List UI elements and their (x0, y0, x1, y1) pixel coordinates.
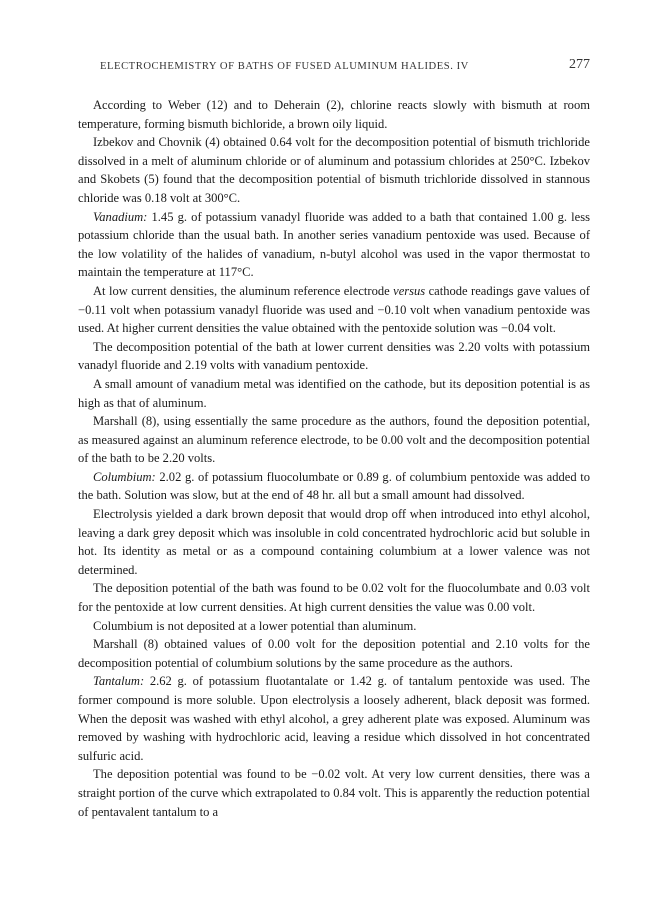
section-lead-tantalum: Tantalum: (93, 674, 145, 689)
paragraph-columbium-electrolysis: Electrolysis yielded a dark brown deposit that would drop off when introduced into ethyl alcohol, leaving a dark grey deposit which was insoluble in cold concentrated hydrochloric acid but soluble in hot. Its identity as metal or as a compound containing columbium at a lower valence was not determined. (78, 507, 590, 577)
paragraph-bismuth-izbekov: Izbekov and Chovnik (4) obtained 0.64 volt for the decomposition potential of bismuth trichloride dissolved in a melt of aluminum chloride or of aluminum and potassium chlorides at 250°C. Izbekov and Skobets (5) found that the decomposition potential of bismuth trichloride dissolved in stannous chloride was 0.18 volt at 300°C. (78, 135, 590, 205)
paragraph-tantalum-deposition: The deposition potential was found to be −0.02 volt. At very low current densities, there was a straight portion of the curve which extrapolated to 0.84 volt. This is apparently the reduction potential of pentavalent tantalum to a (78, 767, 590, 819)
paragraph-columbium: Columbium: 2.02 g. of potassium fluocolumbate or 0.89 g. of columbium pentoxide was added to the bath. Solution was slow, but at the end of 48 hr. all but a small amount had dissolved. (78, 469, 590, 503)
paragraph-vanadium-decomposition: The decomposition potential of the bath at lower current densities was 2.20 volts with potassium vanadyl fluoride and 2.19 volts with vanadium pentoxide. (78, 339, 590, 373)
paragraph-vanadium-current: At low current densities, the aluminum reference electrode versus cathode readings gave values of −0.11 volt when potassium vanadyl fluoride was used and −0.10 volt when vanadium pentoxide was used. At higher current densities the value obtained with the pentoxide solution was −0.04 volt. (78, 283, 590, 336)
body-text (78, 96, 590, 821)
paragraph-tantalum: Tantalum: 2.62 g. of potassium fluotantalate or 1.42 g. of tantalum pentoxide was used. The former compound is more soluble. Upon electrolysis a loosely adherent, black deposit was formed. When the deposit was washed with ethyl alcohol, a grey adherent plate was exposed. Aluminum was removed by washing with hydrochloric acid, leaving a residue which dissolved in hot concentrated sulfuric acid. (78, 674, 590, 763)
section-lead-vanadium: Vanadium: (93, 209, 148, 224)
section-lead-columbium: Columbium: (93, 469, 156, 484)
paragraph-marshall-columbium: Marshall (8) obtained values of 0.00 volt for the deposition potential and 2.10 volts for the decomposition potential of columbium solutions by the same procedure as the authors. (78, 637, 590, 670)
paragraph-bismuth-weber: According to Weber (12) and to Deherain (2), chlorine reacts slowly with bismuth at room temperature, forming bismuth bichloride, a brown oily liquid. (78, 98, 590, 131)
paragraph-marshall-vanadium: Marshall (8), using essentially the same procedure as the authors, found the deposition potential, as measured against an aluminum reference electrode, to be 0.00 volt and the decomposition potential of the bath to be 2.20 volts. (78, 414, 590, 466)
paragraph-vanadium-metal: A small amount of vanadium metal was identified on the cathode, but its deposition potential is as high as that of aluminum. (78, 376, 590, 410)
paragraph-columbium-conclusion: Columbium is not deposited at a lower potential than aluminum. (93, 618, 417, 633)
running-title: ELECTROCHEMISTRY OF BATHS OF FUSED ALUMINUM HALIDES. IV (100, 61, 469, 72)
page-header (100, 56, 590, 76)
paragraph-vanadium: Vanadium: 1.45 g. of potassium vanadyl fluoride was added to a bath that contained 1.00 g. less potassium chloride than the usual bath. In another series vanadium pentoxide was used. Because of the low volatility of the halides of vanadium, n-butyl alcohol was used in the vapor thermostat to maintain the temperature at 117°C. (78, 209, 590, 280)
paragraph-columbium-deposition: The deposition potential of the bath was found to be 0.02 volt for the fluocolumbate and 0.03 volt for the pentoxide at low current densities. At high current densities the value was 0.00 volt. (78, 581, 590, 615)
page-number: 277 (569, 57, 590, 72)
